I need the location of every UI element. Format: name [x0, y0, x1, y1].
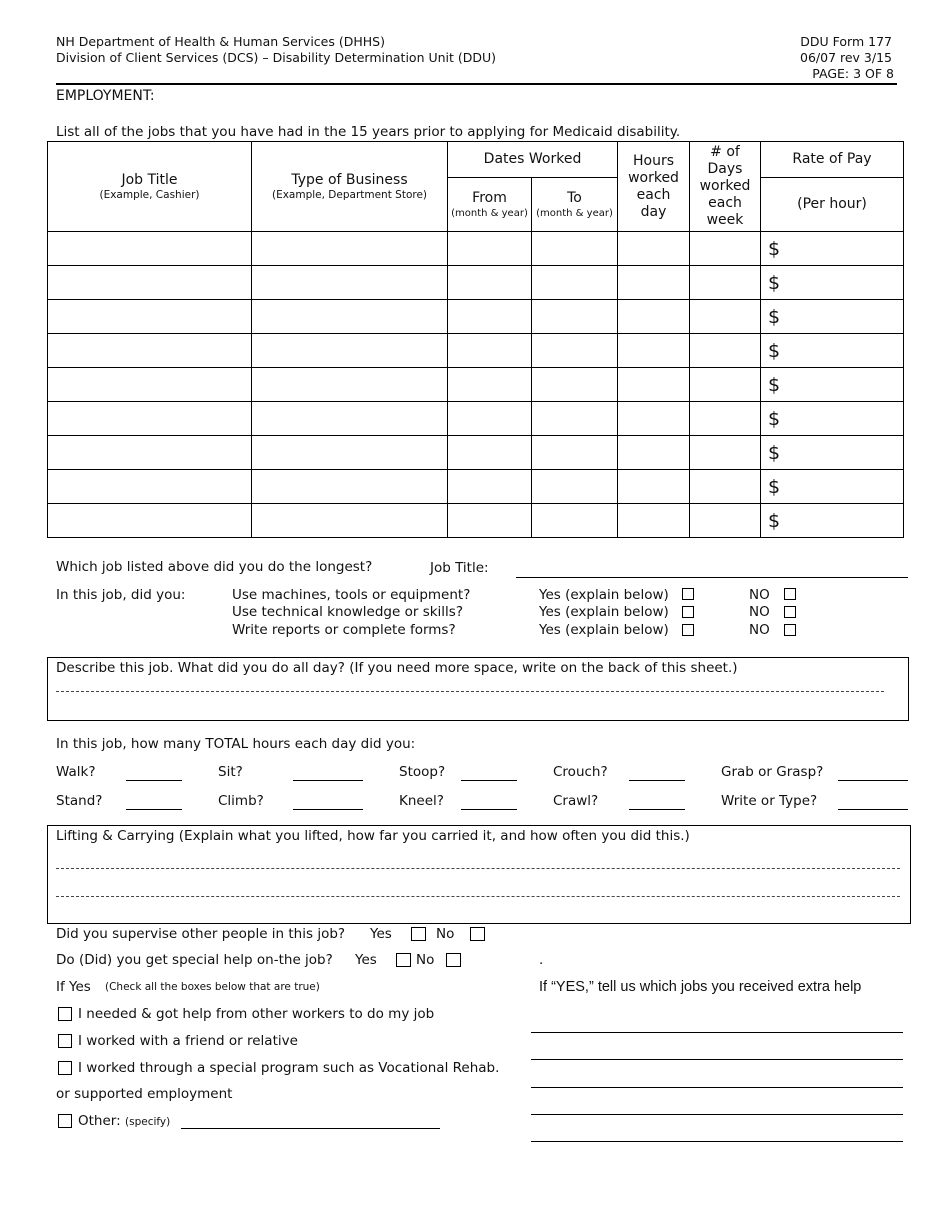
header-job-title: Job Title (Example, Cashier): [48, 142, 252, 232]
help-from-workers-checkbox[interactable]: [58, 1007, 72, 1021]
section-title: EMPLOYMENT:: [56, 88, 155, 104]
table-row: [48, 436, 904, 470]
header-rate-of-pay: Rate of Pay: [761, 142, 904, 178]
hours-per-day-cell[interactable]: [618, 436, 690, 470]
jobs-table: [47, 141, 904, 538]
days-per-week-cell[interactable]: [690, 402, 761, 436]
supervise-yes-label: Yes: [370, 926, 392, 942]
from-date-cell[interactable]: [448, 266, 532, 300]
days-per-week-cell[interactable]: [690, 504, 761, 538]
climb-label: Climb?: [218, 793, 264, 809]
crawl-label: Crawl?: [553, 793, 599, 809]
days-per-week-cell[interactable]: [690, 334, 761, 368]
business-type-cell[interactable]: [252, 402, 448, 436]
from-date-cell[interactable]: [448, 504, 532, 538]
supported-employment-label: or supported employment: [56, 1086, 233, 1102]
walk-label: Walk?: [56, 764, 96, 780]
reports-no-checkbox[interactable]: [784, 624, 796, 636]
page-number: PAGE: 3 OF 8: [812, 66, 894, 81]
reports-yes-label: Yes (explain below): [539, 622, 669, 638]
describe-job-line[interactable]: [56, 691, 884, 692]
to-date-cell[interactable]: [532, 334, 618, 368]
business-type-cell[interactable]: [252, 470, 448, 504]
other-checkbox[interactable]: [58, 1114, 72, 1128]
job-title-cell[interactable]: [48, 300, 252, 334]
header-per-hour: (Per hour): [761, 178, 904, 232]
machines-question: Use machines, tools or equipment?: [232, 587, 471, 603]
to-date-cell[interactable]: [532, 232, 618, 266]
to-date-cell[interactable]: [532, 470, 618, 504]
header-rule: [56, 83, 897, 85]
crawl-field[interactable]: [629, 809, 685, 810]
business-type-cell[interactable]: [252, 300, 448, 334]
hours-per-day-cell[interactable]: [618, 402, 690, 436]
table-row: [48, 232, 904, 266]
crouch-label: Crouch?: [553, 764, 608, 780]
special-help-dot: .: [539, 952, 544, 968]
header-type-of-business: Type of Business (Example, Department Store): [252, 142, 448, 232]
job-title-cell[interactable]: [48, 266, 252, 300]
days-per-week-cell[interactable]: [690, 300, 761, 334]
kneel-field[interactable]: [461, 809, 517, 810]
if-yes-hint: (Check all the boxes below that are true): [105, 981, 320, 993]
extra-help-label: If “YES,” tell us which jobs you received extra help: [539, 979, 862, 995]
rate-of-pay-cell[interactable]: $: [761, 368, 904, 402]
longest-job-title-field[interactable]: [516, 577, 908, 578]
table-row: [48, 504, 904, 538]
table-instruction: List all of the jobs that you have had in the 15 years prior to applying for Medicaid disability.: [56, 124, 681, 140]
machines-yes-label: Yes (explain below): [539, 587, 669, 603]
extra-help-line-2[interactable]: [531, 1059, 903, 1060]
hours-per-day-cell[interactable]: [618, 232, 690, 266]
machines-yes-checkbox[interactable]: [682, 588, 694, 600]
rate-of-pay-cell[interactable]: $: [761, 232, 904, 266]
hours-per-day-cell[interactable]: [618, 504, 690, 538]
table-row: [48, 470, 904, 504]
in-job-label: In this job, did you:: [56, 587, 186, 603]
days-per-week-cell[interactable]: [690, 368, 761, 402]
reports-question: Write reports or complete forms?: [232, 622, 456, 638]
days-per-week-cell[interactable]: [690, 266, 761, 300]
from-date-cell[interactable]: [448, 436, 532, 470]
lifting-box[interactable]: [47, 825, 911, 924]
extra-help-line-3[interactable]: [531, 1087, 903, 1088]
job-title-cell[interactable]: [48, 504, 252, 538]
from-date-cell[interactable]: [448, 232, 532, 266]
from-date-cell[interactable]: [448, 470, 532, 504]
business-type-cell[interactable]: [252, 436, 448, 470]
walk-field[interactable]: [126, 780, 182, 781]
special-help-yes-label: Yes: [355, 952, 377, 968]
stoop-label: Stoop?: [399, 764, 446, 780]
extra-help-line-1[interactable]: [531, 1032, 903, 1033]
days-per-week-cell[interactable]: [690, 470, 761, 504]
special-help-no-label: No: [416, 952, 435, 968]
to-date-cell[interactable]: [532, 402, 618, 436]
supervise-no-checkbox[interactable]: [470, 927, 485, 941]
rate-of-pay-cell[interactable]: $: [761, 402, 904, 436]
supervise-yes-checkbox[interactable]: [411, 927, 426, 941]
if-yes-label: If Yes: [56, 979, 91, 995]
table-row: [48, 334, 904, 368]
machines-no-label: NO: [749, 587, 770, 603]
rate-of-pay-cell[interactable]: $: [761, 334, 904, 368]
write-field[interactable]: [838, 809, 908, 810]
table-row: [48, 300, 904, 334]
rate-of-pay-cell[interactable]: $: [761, 470, 904, 504]
header-from: From (month & year): [448, 178, 532, 232]
business-type-cell[interactable]: [252, 232, 448, 266]
reports-no-label: NO: [749, 622, 770, 638]
longest-job-title-label: Job Title:: [430, 560, 489, 576]
business-type-cell[interactable]: [252, 368, 448, 402]
job-title-cell[interactable]: [48, 334, 252, 368]
lifting-line-2[interactable]: [56, 896, 900, 897]
form-id: DDU Form 177: [800, 34, 892, 49]
other-label: Other:: [78, 1113, 121, 1129]
table-row: [48, 402, 904, 436]
job-title-cell[interactable]: [48, 436, 252, 470]
grab-label: Grab or Grasp?: [721, 764, 824, 780]
hours-per-day-cell[interactable]: [618, 334, 690, 368]
special-help-yes-checkbox[interactable]: [396, 953, 411, 967]
header-to: To (month & year): [532, 178, 618, 232]
extra-help-line-4[interactable]: [531, 1114, 903, 1115]
table-row: [48, 266, 904, 300]
longest-job-question: Which job listed above did you do the longest?: [56, 559, 373, 575]
stand-label: Stand?: [56, 793, 103, 809]
business-type-cell[interactable]: [252, 266, 448, 300]
from-date-cell[interactable]: [448, 334, 532, 368]
rate-of-pay-cell[interactable]: $: [761, 436, 904, 470]
form-revision: 06/07 rev 3/15: [800, 50, 892, 65]
to-date-cell[interactable]: [532, 266, 618, 300]
machines-no-checkbox[interactable]: [784, 588, 796, 600]
reports-yes-checkbox[interactable]: [682, 624, 694, 636]
table-row: [48, 368, 904, 402]
header-days-per-week: # of Days worked each week: [690, 142, 761, 232]
rate-of-pay-cell[interactable]: $: [761, 300, 904, 334]
job-title-cell[interactable]: [48, 402, 252, 436]
business-type-cell[interactable]: [252, 504, 448, 538]
special-help-question: Do (Did) you get special help on-the job?: [56, 952, 333, 968]
job-title-cell[interactable]: [48, 368, 252, 402]
friend-relative-checkbox[interactable]: [58, 1034, 72, 1048]
lifting-label: Lifting & Carrying (Explain what you lifted, how far you carried it, and how often you did this.): [56, 828, 690, 844]
describe-job-box[interactable]: [47, 657, 909, 721]
help-from-workers-label: I needed & got help from other workers to do my job: [78, 1006, 435, 1022]
stand-field[interactable]: [126, 809, 182, 810]
job-title-cell[interactable]: [48, 232, 252, 266]
technical-question: Use technical knowledge or skills?: [232, 604, 464, 620]
days-per-week-cell[interactable]: [690, 436, 761, 470]
rate-of-pay-cell[interactable]: $: [761, 266, 904, 300]
to-date-cell[interactable]: [532, 436, 618, 470]
hours-per-day-cell[interactable]: [618, 470, 690, 504]
technical-no-label: NO: [749, 604, 770, 620]
technical-yes-checkbox[interactable]: [682, 606, 694, 618]
kneel-label: Kneel?: [399, 793, 444, 809]
technical-no-checkbox[interactable]: [784, 606, 796, 618]
write-label: Write or Type?: [721, 793, 818, 809]
hours-per-day-cell[interactable]: [618, 368, 690, 402]
special-help-no-checkbox[interactable]: [446, 953, 461, 967]
stoop-field[interactable]: [461, 780, 517, 781]
to-date-cell[interactable]: [532, 368, 618, 402]
hours-per-day-cell[interactable]: [618, 300, 690, 334]
supervise-no-label: No: [436, 926, 455, 942]
special-program-checkbox[interactable]: [58, 1061, 72, 1075]
from-date-cell[interactable]: [448, 300, 532, 334]
other-specify-field[interactable]: [181, 1128, 440, 1129]
special-program-label: I worked through a special program such as Vocational Rehab.: [78, 1060, 500, 1076]
sit-label: Sit?: [218, 764, 243, 780]
division-name: Division of Client Services (DCS) – Disability Determination Unit (DDU): [56, 50, 497, 65]
from-date-cell[interactable]: [448, 368, 532, 402]
from-date-cell[interactable]: [448, 402, 532, 436]
job-title-cell[interactable]: [48, 470, 252, 504]
sit-field[interactable]: [293, 780, 363, 781]
days-per-week-cell[interactable]: [690, 232, 761, 266]
header-hours-per-day: Hours worked each day: [618, 142, 690, 232]
describe-job-label: Describe this job. What did you do all day? (If you need more space, write on the back of this sheet.): [56, 660, 738, 676]
extra-help-line-5[interactable]: [531, 1141, 903, 1142]
to-date-cell[interactable]: [532, 300, 618, 334]
crouch-field[interactable]: [629, 780, 685, 781]
friend-relative-label: I worked with a friend or relative: [78, 1033, 298, 1049]
to-date-cell[interactable]: [532, 504, 618, 538]
lifting-line-1[interactable]: [56, 868, 900, 869]
rate-of-pay-cell[interactable]: $: [761, 504, 904, 538]
climb-field[interactable]: [293, 809, 363, 810]
department-name: NH Department of Health & Human Services (DHHS): [56, 34, 385, 49]
supervise-question: Did you supervise other people in this job?: [56, 926, 346, 942]
header-dates-worked: Dates Worked: [448, 142, 618, 178]
hours-per-day-cell[interactable]: [618, 266, 690, 300]
other-hint: (specify): [125, 1116, 171, 1128]
technical-yes-label: Yes (explain below): [539, 604, 669, 620]
total-hours-question: In this job, how many TOTAL hours each day did you:: [56, 736, 416, 752]
business-type-cell[interactable]: [252, 334, 448, 368]
grab-field[interactable]: [838, 780, 908, 781]
